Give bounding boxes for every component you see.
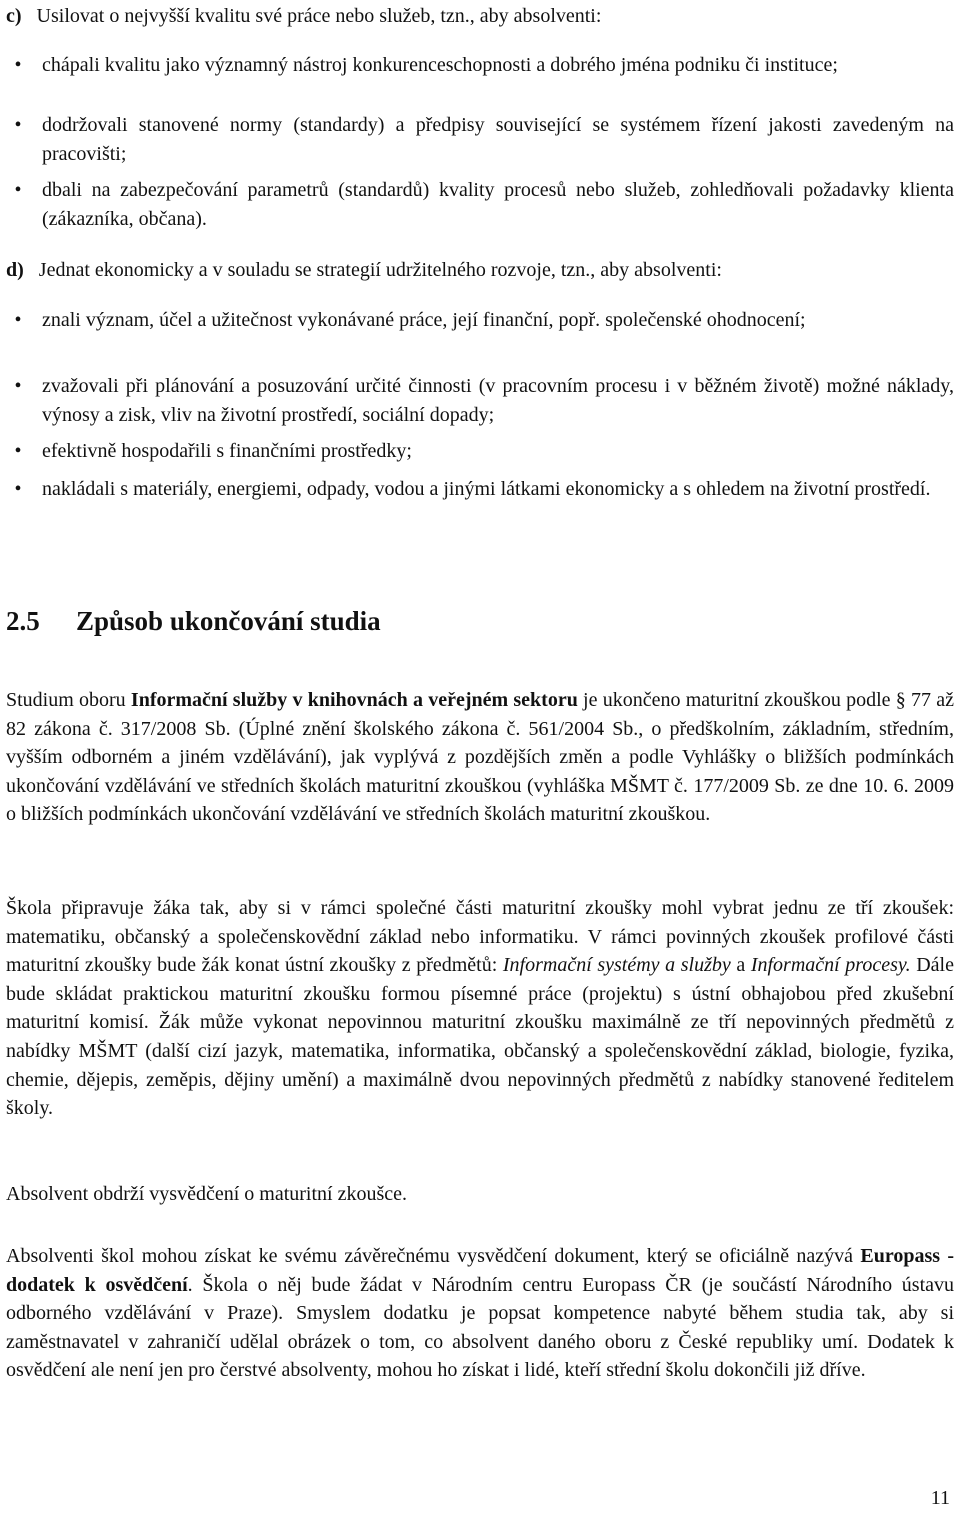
list-item: • dodržovali stanovené normy (standardy) a předpisy související se systémem řízení jakosti zavedeným na pracovišti; xyxy=(6,111,954,168)
paragraph-exam-law: Studium oboru Informační služby v knihovnách a veřejném sektoru je ukončeno maturitní zkouškou podle § 77 až 82 zákona č. 317/2008 Sb. (Úplné znění školského zákona č. 561/2004 Sb., o předškolním, základním, středním, vyšším odborném a jiném vzdělávání), jak vyplývá z pozdějších změn a podle Vyhlášky o bližších podmínkách ukončování vzdělávání ve středních školách maturitní zkouškou (vyhláška MŠMT č. 177/2009 Sb. ze dne 10. 6. 2009 o bližších podmínkách ukončování vzdělávání ve středních školách maturitní zkouškou. xyxy=(6,689,954,826)
section-d-title: Jednat ekonomicky a v souladu se strategií udržitelného rozvoje, tzn., aby absolventi: xyxy=(38,259,722,281)
section-d xyxy=(6,256,954,284)
bullet-icon: • xyxy=(14,54,22,76)
paragraph-certificate: Absolvent obdrží vysvědčení o maturitní zkoušce. xyxy=(6,1183,408,1205)
paragraph-europass: Absolventi škol mohou získat ke svému závěrečnému vysvědčení dokument, který se oficiálně nazývá Europass - dodatek k osvědčení. Škola o něj bude žádat v Národním centru Europass ČR (je součástí Národního ústavu odborného vzdělávání v Praze). Smyslem dodatku je popsat kompetence nabyté během studia tak, aby si zaměstnavatel v zahraničí udělal obrázek o tom, co absolvent daného oboru z České republiky umí. Dodatek k osvědčení ale není jen pro čerstvé absolventy, mohou ho získat i lidé, kteří střední školu dokončili již dříve. xyxy=(6,1245,955,1382)
section-d-bullet-list-3 xyxy=(6,437,954,466)
paragraph-exam-subjects: Škola připravuje žáka tak, aby si v rámci společné části maturitní zkoušky mohl vybrat jednu ze tří zkoušek: matematiku, občanský a společenskovědní základ nebo informatiku. V rámci povinných zkoušek profilové části maturitní zkoušky bude žák konat ústní zkoušky z předmětů: Informační systémy a služby a Informační procesy. Dále bude skládat praktickou maturitní zkoušku formou písemné práce (projektu) s ústní obhajobou před zkušební maturitní komisí. Žák může vykonat nepovinnou maturitní zkoušku maximálně ze tří nepovinných předmětů z nabídky MŠMT (další cizí jazyk, matematika, informatika, občanský a společenskovědní základ, biologie, fyzika, chemie, dějepis, zeměpis, dějiny umění) a maximálně dvou nepovinných předmětů z nabídky stanovené ředitelem školy. xyxy=(6,897,954,1120)
subject-name: Informační procesy. xyxy=(750,954,911,977)
section-d-bullet-list-4 xyxy=(6,475,954,504)
bullet-icon: • xyxy=(14,478,22,500)
bullet-icon: • xyxy=(14,309,22,331)
list-item: • nakládali s materiály, energiemi, odpady, vodou a jinými látkami ekonomicky a s ohledem na životní prostředí. xyxy=(6,475,954,504)
bullet-icon: • xyxy=(14,114,22,136)
list-item: • chápali kvalitu jako významný nástroj konkurenceschopnosti a dobrého jména podniku či instituce; xyxy=(6,51,954,80)
section-c-bullet-list-2 xyxy=(6,111,954,168)
bullet-icon: • xyxy=(14,179,22,201)
list-item: • dbali na zabezpečování parametrů (standardů) kvality procesů nebo služeb, zohledňovali požadavky klienta (zákazníka, občana). xyxy=(6,176,954,233)
section-c xyxy=(6,2,954,30)
section-d-bullet-list xyxy=(6,306,954,335)
list-item: • efektivně hospodařili s finančními prostředky; xyxy=(6,437,954,466)
section-c-bullet-list xyxy=(6,51,954,80)
heading-title: Způsob ukončování studia xyxy=(76,606,381,636)
subject-name: Informační systémy a služby xyxy=(502,954,731,977)
heading-number: 2.5 xyxy=(6,606,40,636)
europass-name: Europass - dodatek k osvědčení xyxy=(6,1245,955,1296)
bullet-icon: • xyxy=(14,440,22,462)
list-item: • zvažovali při plánování a posuzování určité činnosti (v pracovním procesu i v běžném životě) možné náklady, výnosy a zisk, vliv na životní prostředí, sociální dopady; xyxy=(6,372,954,429)
page-number: 11 xyxy=(930,1487,950,1509)
section-d-bullet-list-2 xyxy=(6,372,954,429)
section-d-letter: d) xyxy=(6,259,24,281)
section-c-bullet-list-3 xyxy=(6,176,954,233)
field-of-study-name: Informační služby v knihovnách a veřejném sektoru xyxy=(130,689,578,711)
section-heading xyxy=(6,606,381,637)
bullet-icon: • xyxy=(14,375,22,397)
list-item: • znali význam, účel a užitečnost vykonávané práce, její finanční, popř. společenské ohodnocení; xyxy=(6,306,954,335)
section-c-title: Usilovat o nejvyšší kvalitu své práce nebo služeb, tzn., aby absolventi: xyxy=(36,5,602,27)
section-c-letter: c) xyxy=(6,5,22,27)
